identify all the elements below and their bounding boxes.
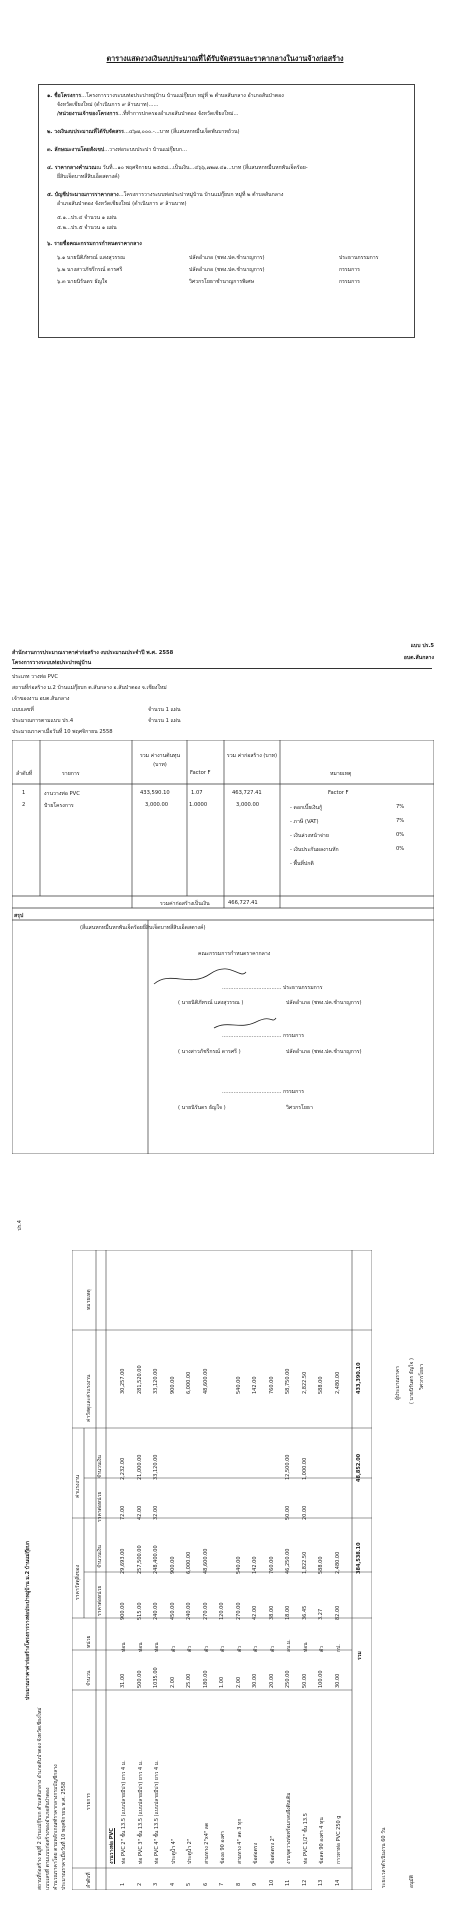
p3-row-1-mp: 900.00	[120, 1602, 126, 1620]
signer-2-role: .................................... กรรมการ	[222, 1033, 304, 1039]
p3-approve: อนุมัติ	[409, 1875, 415, 1888]
p3-row-8-mp: 270.00	[235, 1602, 242, 1620]
p3-row-1-tot: 30,257.00	[120, 1368, 126, 1394]
p3-row-4-item: ประตูน้ำ 4"	[170, 1838, 177, 1864]
committee-1-position: ปลัดอำเภอ (ชพง.ปค.ชำนาญการ)	[189, 255, 265, 261]
cost-breakdown-sheet	[10, 1210, 440, 1900]
page-1	[0, 0, 450, 620]
signer-3-role: .................................... กรรมการ	[222, 1089, 304, 1095]
p3-row-9-no: 9	[252, 1882, 258, 1886]
drawing-count: จำนวน 1 แผ่น	[148, 707, 181, 713]
p3-row-4-no: 4	[169, 1882, 176, 1886]
office-name: อบต.สันกลาง	[403, 655, 434, 661]
p3-signer-name: ( นายนิรันดร ธัญใจ )	[409, 1358, 415, 1404]
p3-row-8-item: สามทาง 4" ลด 3 ทุก	[236, 1818, 243, 1864]
estimate-date: ประมาณราคาเมื่อวันที่ 10 พฤศจิกายน 2558	[12, 729, 113, 735]
location-line: สถานที่ก่อสร้าง ม.2 บ้านแม่กุ๊ยบก ต.สันกลาง อ.สันป่าตอง จ.เชียงใหม่	[12, 685, 167, 691]
p3-row-11-tot: 58,750.00	[285, 1368, 291, 1394]
p3-row-3-mp: 240.00	[153, 1602, 159, 1620]
sheet-date: ประมาณราคาเมื่อวันที่ 10 พฤศจิกายน พ.ศ. 2558	[61, 1781, 67, 1890]
col-item: รายการ	[62, 771, 80, 777]
remark-factor: Factor F	[328, 790, 349, 796]
p3-row-13-no: 13	[318, 1879, 324, 1886]
row-1-item: งานวางท่อ PVC	[44, 791, 80, 797]
p3-col-remark: หมายเหตุ	[86, 1289, 92, 1310]
committee-2-position: ปลัดอำเภอ (ชพง.ปค.ชำนาญการ)	[189, 267, 265, 273]
sheet-design2: คำนวณราคาโดย ตามหลักเกณฑ์ราคากลางกรมบัญชีกลาง	[53, 1764, 59, 1890]
p3-row-14-ma: 2,480.00	[334, 1551, 341, 1574]
page-1-title: ตารางแสดงวงเงินงบประมาณที่ได้รับจัดสรรและราคากลางในงานจ้างก่อสร้าง	[106, 54, 344, 63]
p3-total-all: 433,390.10	[356, 1362, 362, 1394]
p3-row-2-ma: 257,500.00	[136, 1545, 143, 1574]
p3-row-11-qty: 250.00	[285, 1670, 291, 1688]
remark-advance-value: 0%	[396, 832, 405, 838]
p3-row-2-item: ท่อ PVC 3" ชั้น 13.5 (แบบปลายมีบ่า) ยาว 4 ม.	[137, 1760, 144, 1864]
remark-vat: - ภาษี (VAT)	[290, 819, 319, 825]
signer-3-name: ( นายนิรันดร ธัญใจ )	[178, 1105, 226, 1111]
p3-total-label: รวม	[357, 1651, 363, 1660]
signer-2-position: ปลัดอำเภอ (ชพง.ปค.ชำนาญการ)	[286, 1049, 362, 1055]
p3-signer-role: ผู้ประมาณราคา	[395, 1366, 401, 1400]
remark-retention-value: 0%	[396, 846, 405, 852]
p3-row-3-ma: 248,400.00	[153, 1545, 159, 1574]
p3-row-14-tot: 2,480.00	[334, 1371, 341, 1394]
signer-1-role: .................................... ประธานกรรมการ	[222, 985, 323, 991]
signer-2-name: ( นางสาวภัชรีกรณ์ ดารศรี )	[178, 1049, 241, 1055]
p3-row-5-qty: 25.00	[186, 1673, 192, 1688]
p3-row-10-qty: 20.00	[268, 1673, 275, 1688]
estimate-line: ประมาณการตามแบบ ปร.4	[12, 718, 74, 724]
p3-row-13-mp: 3.27	[318, 1608, 324, 1620]
p3-row-3-la: 33,120.00	[153, 1454, 159, 1480]
p3-signer-position: วิศวกรโยธา	[419, 1364, 425, 1390]
item-5-cont: อำเภอสันป่าตอง จังหวัดเชียงใหม่ (ดำเนินการ ๙ ล้านบาท)	[57, 201, 187, 207]
row-1-cost: 433,590.10	[140, 790, 170, 796]
p3-row-4-unit: ตัว	[170, 1645, 177, 1652]
p3-row-12-la: 1,000.00	[301, 1457, 308, 1480]
budget-summary-box	[38, 84, 415, 338]
p3-row-10-unit: ตัว	[269, 1645, 276, 1652]
p3-row-13-ma: 588.00	[318, 1556, 324, 1574]
item-1-cont: จังหวัดเชียงใหม่ (ดำเนินการ ๙ ล้านบาท)......	[57, 102, 159, 108]
p3-row-14-qty: 30.00	[334, 1673, 341, 1688]
p3-row-5-ma: 6,000.00	[186, 1551, 192, 1574]
p3-row-5-tot: 6,000.00	[186, 1371, 192, 1394]
p3-row-10-item: ข้อต่อตรง 2"	[269, 1835, 276, 1864]
p3-row-14-mp: 82.00	[334, 1605, 341, 1620]
p3-row-12-ma: 1,822.50	[301, 1551, 308, 1574]
p3-sub-mp: ราคาต่อหน่วย	[97, 1585, 103, 1616]
p3-sub-ma: จำนวนเงิน	[97, 1545, 103, 1568]
p3-row-12-qty: 50.00	[301, 1673, 308, 1688]
summary-label: สรุป	[14, 913, 24, 919]
p3-row-5-no: 5	[186, 1882, 192, 1886]
committee-1-role: ประธานกรรมการ	[339, 255, 379, 261]
row-2-item: ป้ายโครงการ	[44, 803, 74, 809]
sheet-location: สถานที่ก่อสร้าง หมู่ที่ 2 บ้านแม่กุ๊ยบก ตำบลสันกลาง อำเภอสันป่าตอง จังหวัดเชียงใหม่	[37, 1707, 43, 1890]
p3-row-4-qty: 2.00	[169, 1676, 176, 1688]
committee-heading: คณะกรรมการกำหนดราคากลาง	[198, 951, 271, 957]
committee-3-role: กรรมการ	[339, 279, 360, 285]
committee-3-name: ๖.๓ นายนิรันดร ธัญใจ	[57, 279, 108, 285]
p3-row-6-mp: 270.00	[202, 1602, 209, 1620]
p3-row-11-lp: 50.00	[285, 1505, 291, 1520]
p3-row-3-no: 3	[153, 1882, 159, 1886]
p3-row-11-no: 11	[285, 1879, 291, 1886]
p3-row-8-tot: 540.00	[235, 1376, 242, 1394]
col-cost: รวม ค่างานต้นทุน (บาท)	[139, 753, 181, 768]
remark-retention: - เงินประกันผลงานหัก	[290, 847, 339, 853]
remark-interest: - ดอกเบี้ยเงินกู้	[290, 805, 323, 811]
summary-text: (สี่แสนหกหมื่นหกพันเจ็ดร้อยยี่สิบเจ็ดบาทสี่สิบเอ็ดสตางค์)	[80, 925, 206, 931]
p3-row-3-tot: 33,120.00	[153, 1368, 159, 1394]
p3-row-11-mp: 18.00	[285, 1605, 291, 1620]
p3-row-10-tot: 760.00	[268, 1376, 275, 1394]
p3-row-13-unit: ตัว	[319, 1645, 325, 1652]
signer-1-position: ปลัดอำเภอ (ชพง.ปค.ชำนาญการ)	[286, 1000, 362, 1006]
p3-row-9-unit: ตัว	[253, 1645, 259, 1652]
p3-row-9-qty: 30.00	[252, 1673, 258, 1688]
p3-row-9-item: ข้อต่อตรง	[253, 1842, 259, 1864]
committee-3-position: วิศวกรโยธาชำนาญการพิเศษ	[189, 279, 255, 285]
page-3	[0, 1200, 450, 1910]
item-5-2: ๕.๒...ปร.๕ จำนวน ๑ แผ่น	[57, 225, 117, 231]
row-2-no: 2	[22, 802, 26, 808]
p3-row-1-no: 1	[120, 1882, 126, 1886]
col-total: รวม ค่าก่อสร้าง (บาท)	[226, 753, 278, 759]
p3-row-4-tot: 900.00	[169, 1376, 176, 1394]
p3-row-6-unit: ตัว	[203, 1645, 210, 1652]
p3-row-14-no: 14	[334, 1879, 341, 1886]
p3-col-qty: จำนวน	[86, 1670, 92, 1686]
p3-col-total: ค่าวัสดุและค่าแรงงาน	[86, 1374, 92, 1422]
col-no: ลำดับที่	[16, 771, 33, 777]
p3-row-2-la: 21,000.00	[136, 1454, 143, 1480]
p3-row-1-ma: 29,693.00	[120, 1548, 126, 1574]
p3-row-5-item: ประตูน้ำ 2"	[187, 1838, 193, 1864]
p3-row-8-no: 8	[235, 1882, 242, 1886]
signature-2	[210, 1014, 280, 1032]
p3-row-10-mp: 38.00	[268, 1605, 275, 1620]
p3-col-material: ราคาวัสดุสิ่งของ	[75, 1564, 81, 1600]
p3-row-14-unit: กป.	[335, 1644, 342, 1652]
breakdown-grid	[72, 1250, 372, 1890]
item-3: ๓. ลักษณะงานโดยสังเขป...วางท่อระบบประปา บ้านแม่กุ๊ยบก...	[47, 147, 187, 153]
p3-row-1-qty: 31.00	[120, 1673, 126, 1688]
department-title: สำนักงานการประมาณราคาค่าก่อสร้าง งบประมาณประจำปี พ.ศ. 2558	[12, 650, 174, 656]
p3-section: งานวางท่อ PVC	[109, 1828, 115, 1864]
sum-value: 466,727.41	[228, 900, 258, 906]
p3-col-no: ลำดับที่	[86, 1872, 92, 1888]
p3-row-8-ma: 540.00	[235, 1556, 242, 1574]
row-1-total: 463,727.41	[232, 790, 262, 796]
p3-row-12-item: ท่อ PVC 1/2" ชั้น 13.5	[302, 1813, 309, 1864]
p3-row-2-mp: 515.00	[136, 1602, 143, 1620]
remark-advance: - เงินล่วงหน้าจ่าย	[290, 833, 329, 839]
row-2-factor: 1.0000	[189, 802, 208, 808]
p3-row-9-ma: 142.00	[252, 1556, 258, 1574]
remark-interest-value: 7%	[396, 804, 405, 810]
page-2	[0, 628, 450, 1188]
p3-row-12-mp: 36.45	[301, 1605, 308, 1620]
committee-1-name: ๖.๑ นายนิติภัทรณ์ แสงสุวรรณ	[57, 255, 125, 261]
p3-row-3-item: ท่อ PVC 4" ชั้น 13.5 (แบบปลายมีบ่า) ยาว 4 ม.	[154, 1760, 160, 1864]
p3-row-1-lp: 72.00	[120, 1505, 126, 1520]
p3-row-4-mp: 450.00	[169, 1602, 176, 1620]
p3-row-4-ma: 900.00	[169, 1556, 176, 1574]
p3-row-1-item: ท่อ PVC 2" ชั้น 13.5 (แบบปลายมีบ่า) ยาว 4 ม.	[121, 1760, 127, 1864]
p3-row-7-mp: 120.00	[219, 1602, 225, 1620]
p3-row-5-unit: ตัว	[187, 1645, 193, 1652]
remark-vat-value: 7%	[396, 818, 405, 824]
row-1-no: 1	[22, 790, 26, 796]
item-5: ๕. บัญชีประมาณการราคากลาง...โครงการวางระบบท่อประปาหมู่บ้าน บ้านแม่กุ๊ยบก หมู่ที่ ๒ ตำบลสันกลาง	[47, 192, 284, 198]
p3-total-material: 384,538.10	[356, 1542, 362, 1574]
p3-row-8-unit: ตัว	[236, 1645, 243, 1652]
p3-row-9-tot: 142.00	[252, 1376, 258, 1394]
committee-2-name: ๖.๒ นางสาวภัชรีกรณ์ ดารศรี	[57, 267, 123, 273]
p3-row-12-tot: 2,822.50	[301, 1371, 308, 1394]
p3-row-11-unit: ลบ.ม.	[286, 1639, 292, 1652]
p3-row-13-item: ข้อลด 90 องศา 4 หุน	[319, 1817, 325, 1864]
p3-total-labor: 48,852.00	[356, 1453, 362, 1482]
p3-row-13-qty: 100.00	[318, 1670, 324, 1688]
p3-row-8-qty: 2.00	[235, 1676, 242, 1688]
p3-row-12-no: 12	[301, 1879, 308, 1886]
p3-row-12-lp: 20.00	[301, 1505, 308, 1520]
p3-row-3-lp: 32.00	[153, 1505, 159, 1520]
p3-row-13-tot: 588.00	[318, 1376, 324, 1394]
p3-row-6-item: สามทาง 2"x4" ลด	[203, 1822, 210, 1864]
row-1-factor: 1.07	[191, 790, 203, 796]
item-4: ๔. ราคากลางคำนวณณ วันที่...๑๐ พฤศจิกายน ๒๕๕๘...เป็นเงิน...๔๖๖,๗๒๗.๔๑...บาท (สี่แสนหกหมื่นหกพันเจ็ดร้อย-	[47, 165, 308, 171]
p3-row-11-ma: 46,250.00	[285, 1548, 291, 1574]
p3-sub-lp: ราคาต่อหน่วย	[97, 1491, 103, 1522]
p3-row-14-item: กาวทาท่อ PVC 250 g	[335, 1815, 342, 1864]
signer-3-position: วิศวกรโยธา	[286, 1105, 313, 1111]
col-factor: Factor F	[190, 770, 211, 776]
signer-1-name: ( นายนิติภัทรณ์ แสงสุวรรณ )	[178, 1000, 244, 1006]
sum-label: รวมค่าก่อสร้างเป็นเงิน	[160, 901, 210, 907]
p3-row-3-unit: ท่อน	[154, 1642, 160, 1652]
p3-row-7-unit: ตัว	[220, 1645, 226, 1652]
p3-row-7-qty: 1.00	[219, 1676, 225, 1688]
p3-row-5-mp: 240.00	[186, 1602, 192, 1620]
remark-area: - พื้นที่ปกติ	[290, 861, 314, 867]
p3-row-1-unit: ท่อน	[121, 1642, 127, 1652]
row-2-total: 3,000.00	[236, 802, 260, 808]
p3-row-6-tot: 48,600.00	[202, 1368, 209, 1394]
col-remark: หมายเหตุ	[330, 771, 352, 777]
form-number: แบบ ปร.5	[410, 643, 434, 649]
row-2-cost: 3,000.00	[145, 802, 169, 808]
p3-row-7-no: 7	[219, 1882, 225, 1886]
p3-row-2-tot: 281,520.00	[136, 1365, 143, 1394]
item-4-cont: ยี่สิบเจ็ดบาทสี่สิบเอ็ดสตางค์)	[57, 174, 120, 180]
p3-col-unit: หน่วย	[86, 1635, 92, 1648]
p3-row-9-mp: 42.00	[252, 1605, 258, 1620]
drawing-line: แบบเลขที่	[12, 707, 34, 713]
form-p4: ปร.4	[17, 1220, 23, 1231]
type-line: ประเภท วางท่อ PVC	[12, 674, 58, 680]
p3-note: ระยะเวลาดำเนินงาน 60 วัน	[381, 1827, 387, 1888]
p3-row-1-la: 2,232.00	[120, 1457, 126, 1480]
p3-col-labor: ค่าแรงงาน	[75, 1474, 81, 1498]
item-2: ๒. วงเงินงบประมาณที่ได้รับจัดสรร...๔๖๗,๐๐๐.-...บาท (สี่แสนหกหมื่นเจ็ดพันบาทถ้วน)	[47, 129, 240, 135]
header-rule	[12, 668, 432, 669]
item-5-1: ๕.๑...ปร.๔ จำนวน ๑ แผ่น	[57, 215, 117, 221]
p3-row-11-la: 12,500.00	[285, 1454, 291, 1480]
sheet-title: ประมาณราคาค่าก่อสร้างโครงการวางท่อประปาหมู่บ้าน ม.2 บ้านแม่กุ๊ยบก	[25, 1541, 31, 1700]
p3-row-12-unit: ท่อน	[302, 1642, 309, 1652]
item-1: ๑. ชื่อโครงการ...โครงการวางระบบท่อประปาหมู่บ้าน บ้านแม่กุ๊ยบก หมู่ที่ ๒ ตำบลสันกลาง อำเภอสันป่าตอง	[47, 93, 284, 99]
estimate-count: จำนวน 1 แผ่น	[148, 718, 181, 724]
p3-row-7-item: ข้องอ 90 องศา	[220, 1831, 226, 1864]
p3-row-2-qty: 500.00	[136, 1670, 143, 1688]
p3-row-2-no: 2	[136, 1882, 143, 1886]
p3-sub-la: จำนวนเงิน	[97, 1455, 103, 1478]
p3-row-11-item: งานขุดวางท่อพร้อมกลบฝังดินเดิม	[286, 1792, 292, 1864]
p3-row-6-ma: 48,600.00	[202, 1548, 209, 1574]
item-6: ๖. รายชื่อคณะกรรมการกำหนดราคากลาง	[47, 241, 142, 247]
item-1-agency: /หน่วยงานเจ้าของโครงการ...ที่ทำการปกครองอำเภอสันป่าตอง จังหวัดเชียงใหม่...	[57, 111, 239, 117]
p3-row-10-ma: 760.00	[268, 1556, 275, 1574]
p3-col-item: รายการ	[86, 1793, 92, 1810]
p3-row-3-qty: 1035.00	[153, 1667, 159, 1688]
project-name: โครงการวางระบบท่อประปาหมู่บ้าน	[12, 660, 92, 666]
committee-2-role: กรรมการ	[339, 267, 360, 273]
p3-row-2-unit: ท่อน	[137, 1642, 144, 1652]
p3-row-6-qty: 180.00	[202, 1670, 209, 1688]
sheet-design: แบบเลขที่ ตามแบบก่อสร้างของอำเภอสันป่าตอง	[45, 1787, 51, 1890]
p3-row-2-lp: 42.00	[136, 1505, 143, 1520]
p3-row-10-no: 10	[268, 1879, 275, 1886]
p3-row-6-no: 6	[202, 1882, 209, 1886]
owner-line: เจ้าของงาน อบต.สันกลาง	[12, 696, 70, 702]
